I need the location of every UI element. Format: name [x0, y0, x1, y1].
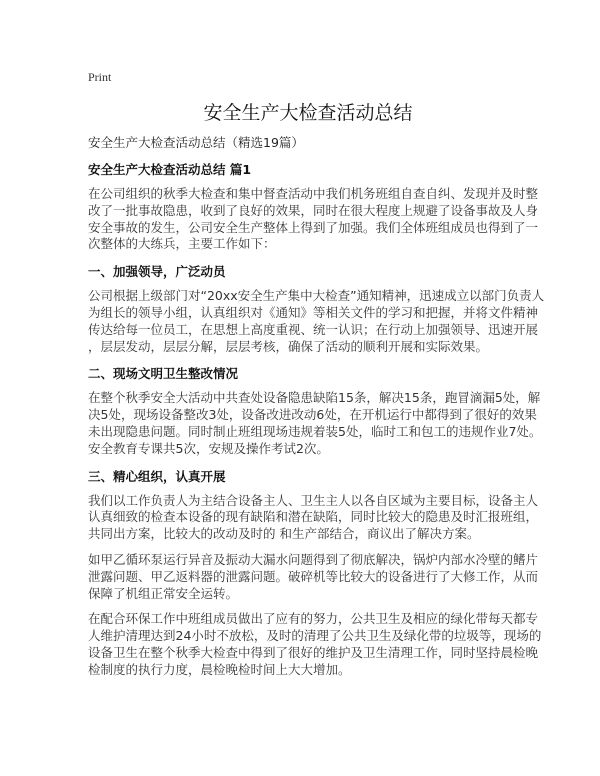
document-subtitle: 安全生产大检查活动总结（精选19篇） — [88, 135, 304, 150]
paragraph-line: 设备卫生在整个秋季大检查中得到了很好的维护及卫生清理工作，同时坚持晨检晚 — [88, 644, 539, 660]
paragraph — [88, 390, 542, 457]
paragraph-line: 公司根据上级部门对“20xx安全生产集中大检查”通知精神，迅速成立以部门负责人 — [88, 288, 545, 304]
section-heading: 安全生产大检查活动总结 篇1 — [88, 162, 252, 177]
paragraph-line: 安全事故的发生，公司安全生产整体上得到了加强。我们全体班组成员也得到了一 — [88, 219, 539, 235]
paragraph-line: 改了一批事故隐患，收到了良好的效果，同时在很大程度上规避了设备事故及人身 — [88, 202, 539, 218]
paragraph-line: 泄露问题、甲乙返料器的泄露问题。破碎机等比较大的设备进行了大修工作，从而 — [88, 568, 539, 584]
document-body — [88, 160, 545, 679]
paragraph-line: 保障了机组正常安全运转。 — [88, 585, 239, 601]
section-heading: 二、现场文明卫生整改情况 — [88, 366, 239, 382]
print-link[interactable]: Print — [88, 70, 112, 84]
paragraph-line: 未出现隐患问题。同时制止班组现场违规着装5处，临时工和包工的违规作业7处。 — [88, 423, 542, 439]
paragraph-line: 在公司组织的秋季大检查和集中督查活动中我们机务班组自查自纠、发现并及时整 — [88, 186, 539, 201]
paragraph-line: 安全教育专课共5次，安规及操作考试2次。 — [88, 440, 329, 456]
paragraph-line: 人维护清理达到24小时不放松，及时的清理了公共卫生及绿化带的垃圾等，现场的 — [88, 628, 542, 644]
paragraph-line: 在整个秋季安全大活动中共查处设备隐患缺陷15条，解决15条，跑冒滴漏5处，解 — [88, 390, 541, 406]
paragraph-line: 我们以工作负责人为主结合设备主人、卫生主人以各自区域为主要目标，设备主人 — [88, 492, 539, 508]
paragraph-line: 为组长的领导小组，认真组织对《通知》等相关文件的学习和把握，并将文件精神 — [88, 304, 539, 320]
paragraph — [88, 186, 539, 253]
paragraph-line: ，层层发动，层层分解，层层考核，确保了活动的顺利开展和实际效果。 — [88, 338, 489, 354]
paragraph-line: 如甲乙循环泵运行异音及振动大漏水问题得到了彻底解决，锅炉内部水冷壁的鳍片 — [88, 551, 539, 567]
paragraph-line: 决5处，现场设备整改3处，设备改进改动6处，在开机运行中都得到了很好的效果 — [88, 407, 537, 423]
document-page — [88, 70, 545, 688]
section-heading: 一、加强领导，广泛动员 — [88, 264, 226, 280]
paragraph — [88, 611, 542, 678]
paragraph-line: 共同出方案，比较大的改动及时的 和生产部结合，商议出了解决方案。 — [88, 526, 480, 542]
paragraph — [88, 288, 545, 355]
paragraph-line: 次整体的大练兵，主要工作如下： — [88, 236, 276, 252]
document-title: 安全生产大检查活动总结 — [203, 102, 413, 124]
paragraph-line: 传达给每一位员工，在思想上高度重视、统一认识；在行动上加强领导、迅速开展 — [88, 321, 539, 337]
section-heading: 三、精心组织，认真开展 — [88, 468, 226, 484]
paragraph-line: 检制度的执行力度，晨检晚检时间上大大增加。 — [88, 661, 351, 677]
paragraph-line: 认真细致的检查本设备的现有缺陷和潜在缺陷，同时比较大的隐患及时汇报班组， — [88, 509, 539, 525]
paragraph — [88, 551, 539, 602]
paragraph — [88, 492, 539, 543]
paragraph-line: 在配合环保工作中班组成员做出了应有的努力，公共卫生及相应的绿化带每天都专 — [88, 611, 539, 627]
